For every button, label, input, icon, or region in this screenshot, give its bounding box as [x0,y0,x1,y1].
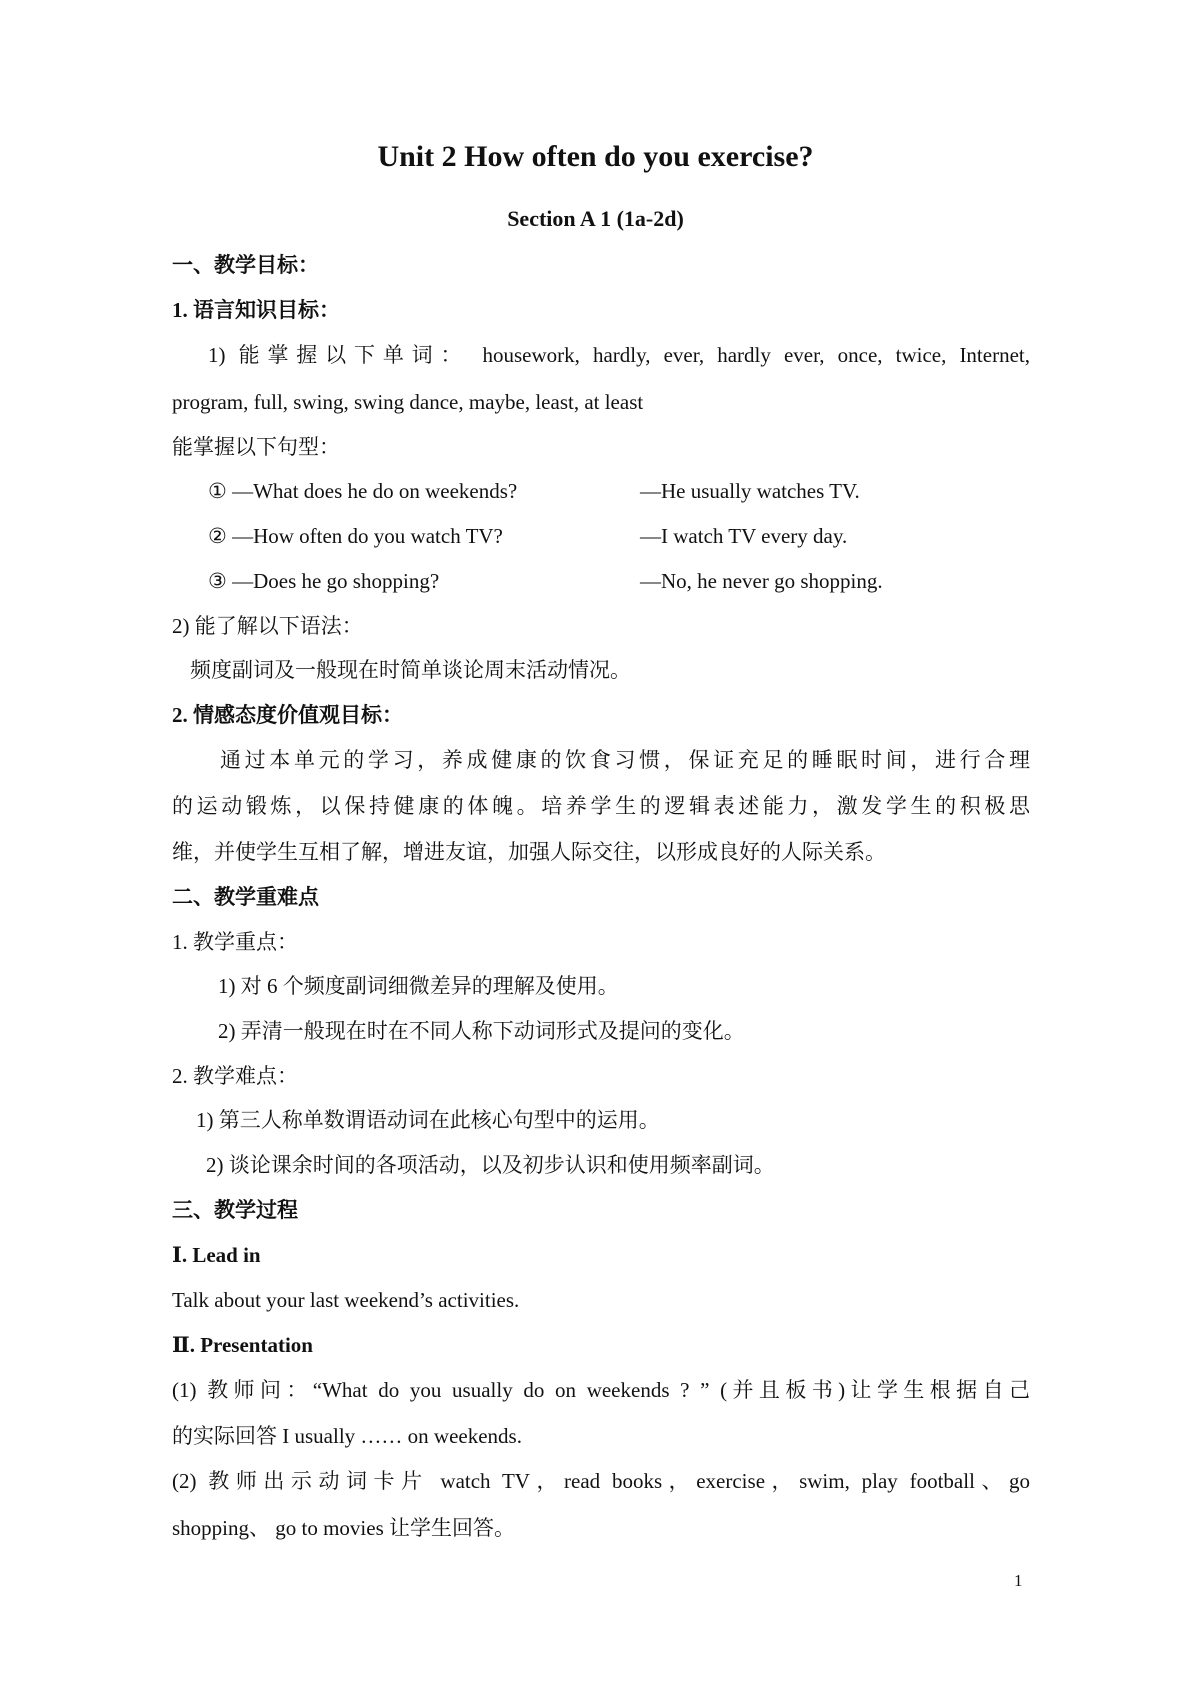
difficult-point-1: 1) 第三人称单数谓语动词在此核心句型中的运用。 [196,1108,660,1132]
dialog-question-2: ② —How often do you watch TV? [208,524,503,548]
dialog-question-1: ① —What does he do on weekends? [208,479,518,503]
section-subtitle: Section A 1 (1a-2d) [507,206,684,231]
page-title: Unit 2 How often do you exercise? [377,140,814,173]
vocab-line-2: program, full, swing, swing dance, maybe, least, at least [172,390,644,414]
dialog-question-3: ③ —Does he go shopping? [208,569,440,593]
page-number: 1 [1014,1571,1023,1590]
language-goal-heading: 1. 语言知识目标： [172,298,340,322]
teaching-goals-heading: 一、教学目标： [172,253,319,277]
presentation-heading: Ⅱ. Presentation [172,1333,313,1357]
lead-in-text: Talk about your last weekend’s activities. [172,1288,520,1312]
dialog-answer-1: —He usually watches TV. [640,479,860,503]
presentation-item-2-line-2: shopping、 go to movies 让学生回答。 [172,1516,516,1540]
affect-line-3: 维，并使学生互相了解，增进友谊，加强人际交往，以形成良好的人际关系。 [172,840,886,864]
key-point-2: 2) 弄清一般现在时在不同人称下动词形式及提问的变化。 [218,1019,745,1043]
key-difficult-heading: 二、教学重难点 [172,885,319,909]
presentation-item-1-line-2: 的实际回答 I usually …… on weekends. [172,1424,522,1448]
dialog-answer-3: —No, he never go shopping. [640,569,883,593]
presentation-item-2-line-1: (2) 教师出示动词卡片 watch TV，read books，exercise，swim, play football、go [172,1469,1030,1493]
vocab-line-1: 1) 能掌握以下单词： housework, hardly, ever, hardly ever, once, twice, Internet, [208,343,1030,367]
key-point-1: 1) 对 6 个频度副词细微差异的理解及使用。 [218,974,619,998]
grammar-text: 频度副词及一般现在时简单谈论周末活动情况。 [190,658,631,682]
teaching-process-heading: 三、教学过程 [172,1198,298,1222]
affect-goal-heading: 2. 情感态度价值观目标： [172,703,403,727]
difficult-point-2: 2) 谈论课余时间的各项活动，以及初步认识和使用频率副词。 [206,1153,775,1177]
affect-line-2: 的运动锻炼，以保持健康的体魄。培养学生的逻辑表述能力，激发学生的积极思 [172,794,1030,818]
grammar-heading: 2) 能了解以下语法： [172,614,363,638]
lead-in-heading: Ⅰ. Lead in [172,1243,261,1267]
difficult-points-heading: 2. 教学难点： [172,1064,298,1088]
key-points-heading: 1. 教学重点： [172,930,298,954]
affect-line-1: 通过本单元的学习，养成健康的饮食习惯，保证充足的睡眠时间，进行合理 [220,748,1030,772]
patterns-heading: 能掌握以下句型： [172,435,340,459]
dialog-answer-2: —I watch TV every day. [640,524,848,548]
presentation-item-1-line-1: (1) 教师问：“What do you usually do on weekends ? ” (并且板书)让学生根据自己 [172,1378,1030,1402]
